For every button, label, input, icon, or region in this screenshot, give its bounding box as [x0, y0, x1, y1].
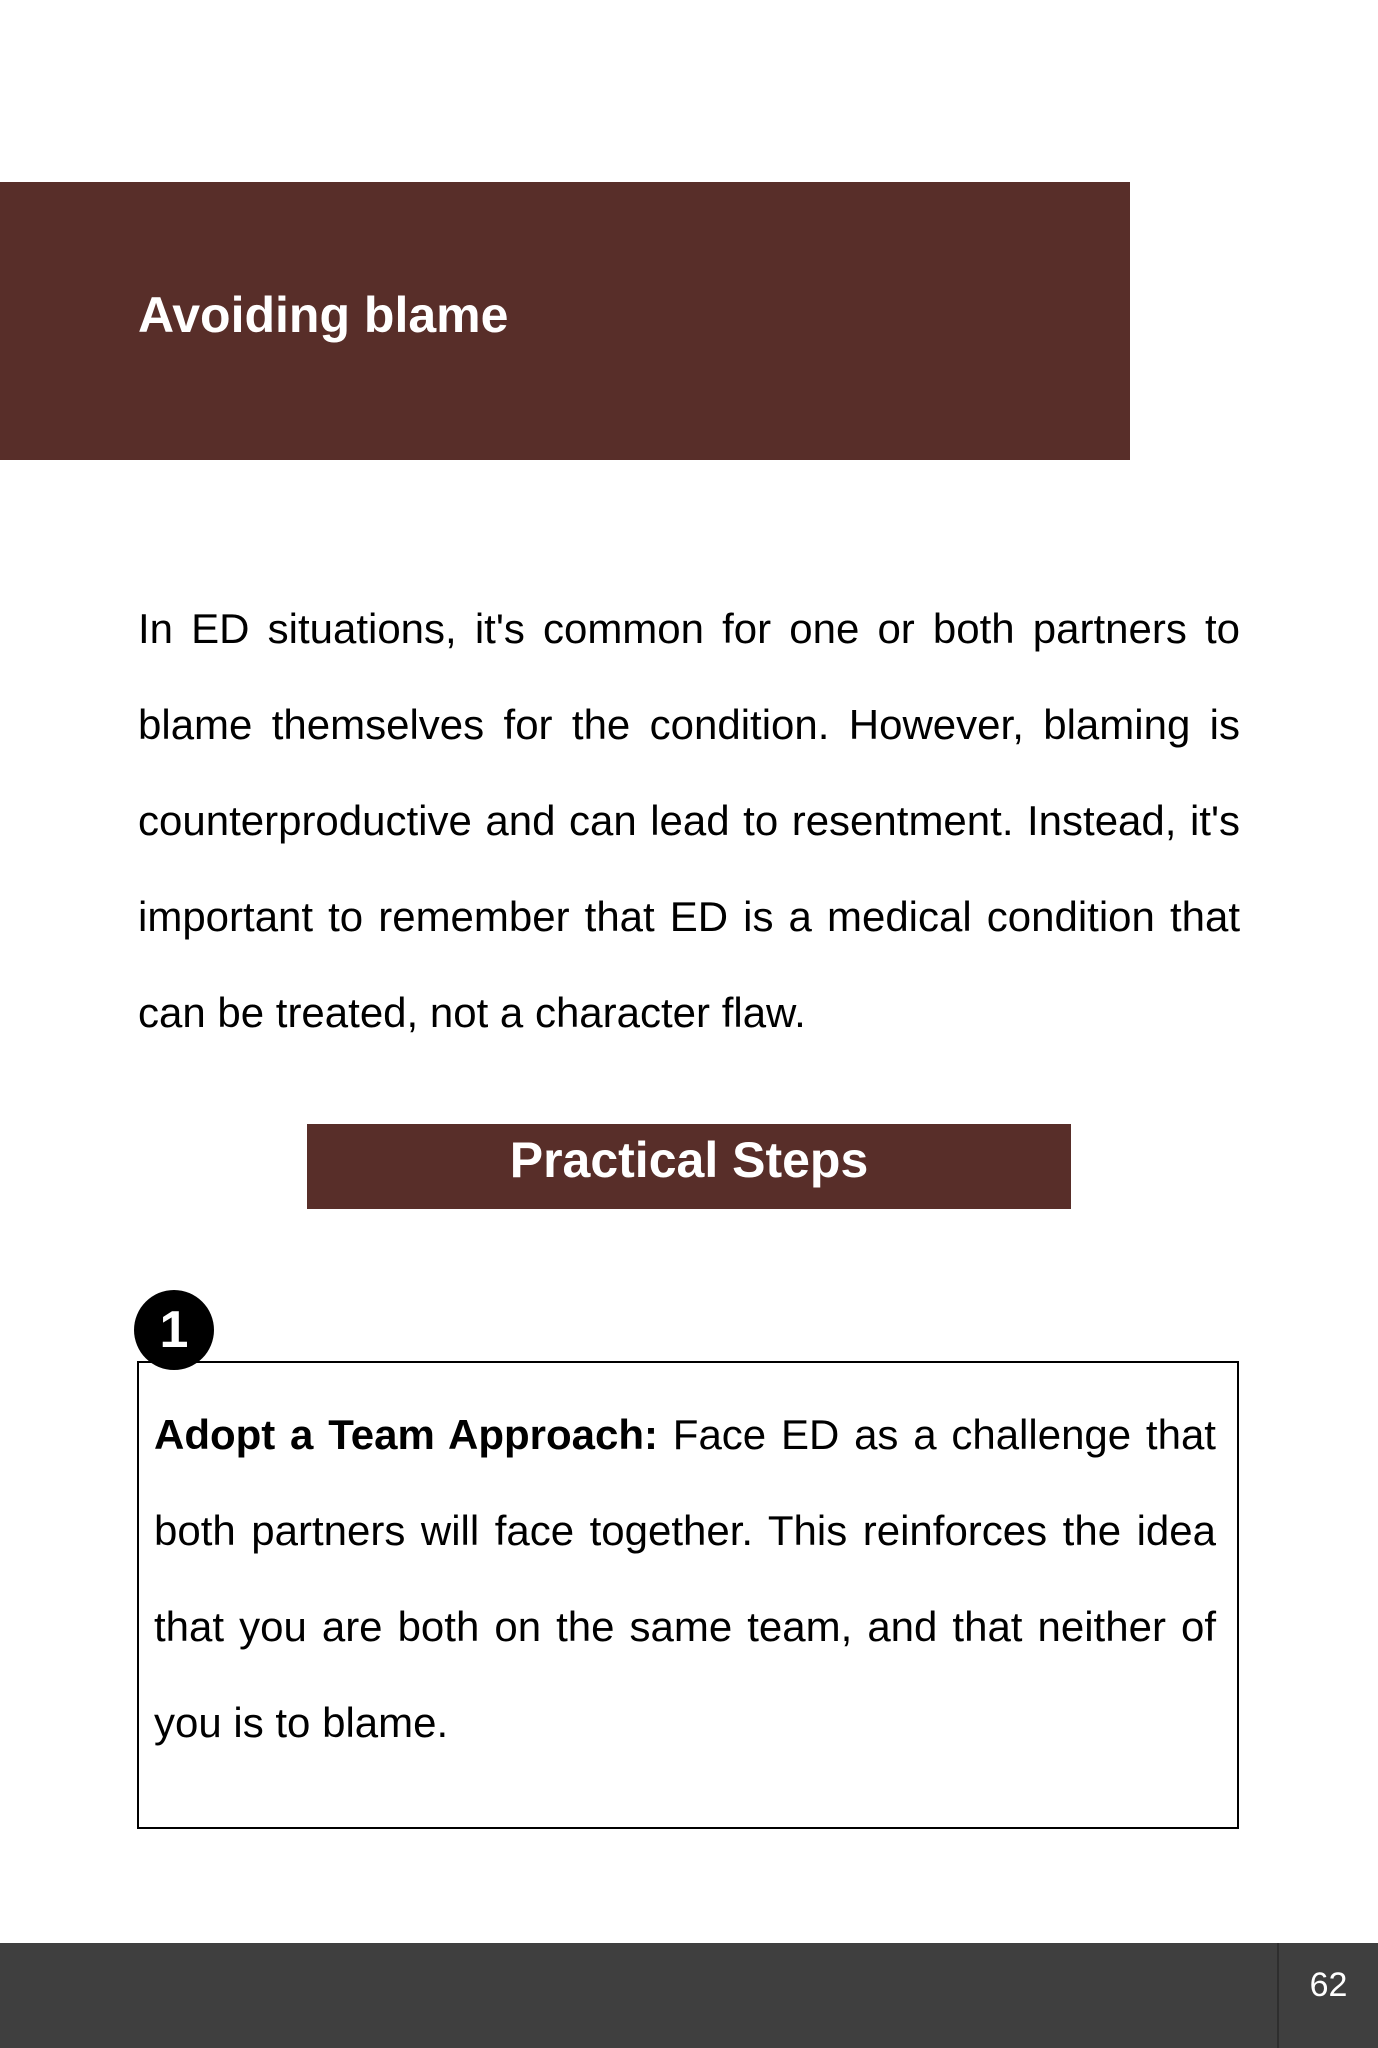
intro-paragraph: In ED situations, it's common for one or both partners to blame themselves for the condition. However, blaming is counterproductive and can lead to resentment. Instead, it's important to remember that ED is a medical condition that can be treated, not a character flaw.: [138, 605, 1240, 1036]
step-number-badge: 1: [134, 1290, 214, 1370]
footer-bar: [0, 1943, 1378, 2048]
page-number: 62: [1309, 1966, 1348, 2004]
page-title: Avoiding blame: [138, 287, 509, 343]
practical-steps-heading: Practical Steps: [307, 1124, 1071, 1209]
step-lead: Adopt a Team Approach:: [154, 1411, 659, 1458]
step-text: [154, 1387, 1216, 1771]
step-body: Face ED as a challenge that both partners will face together. This reinforces the idea that you are both on the same team, and that neither of you is to blame.: [154, 1411, 1216, 1746]
